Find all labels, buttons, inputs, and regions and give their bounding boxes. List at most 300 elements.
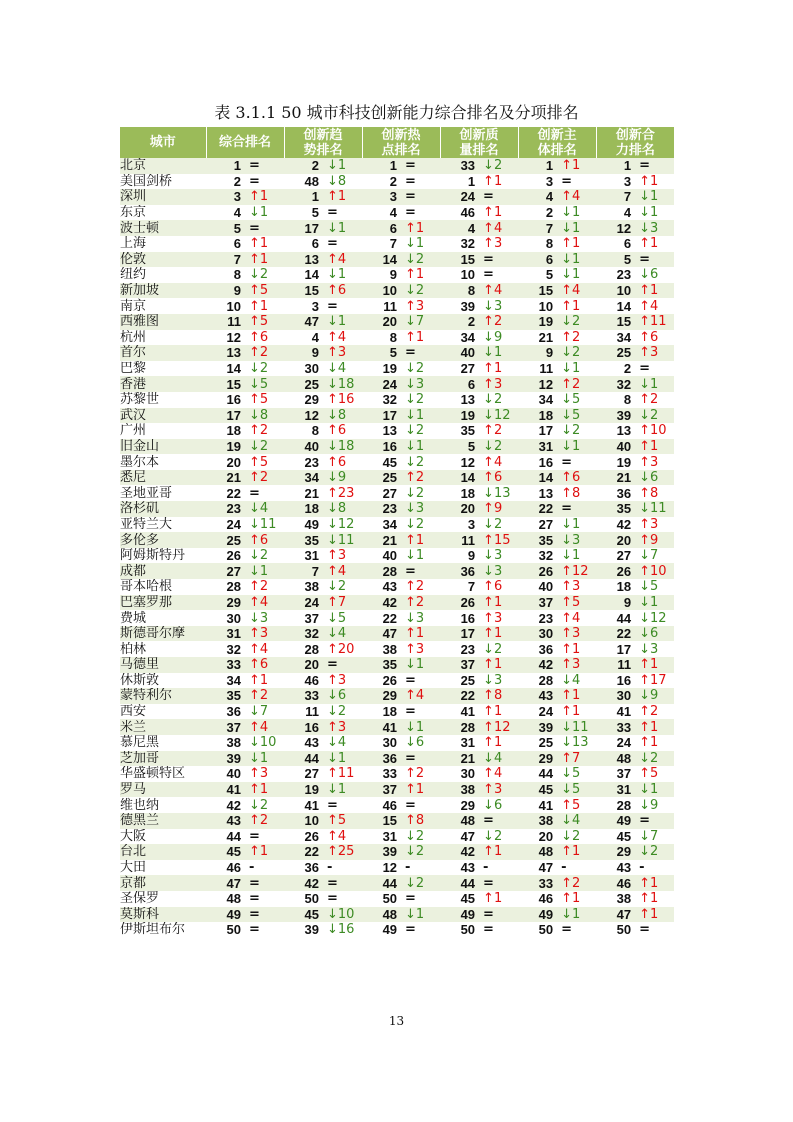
table-row [120, 844, 674, 860]
table-row [120, 392, 674, 408]
rank-change: ↓2 [478, 158, 518, 174]
rank-change: = [556, 922, 596, 938]
rank-change: ↑5 [244, 454, 284, 470]
table-row [120, 563, 674, 579]
rank-value: 43 [518, 688, 556, 704]
rank-change: ↑12 [478, 719, 518, 735]
rank-value: 39 [362, 844, 400, 860]
rank-change: ↓1 [400, 907, 440, 923]
rank-change: ↑4 [244, 719, 284, 735]
rank-value: 50 [596, 922, 634, 938]
table-row [120, 470, 674, 486]
rank-value: 25 [284, 376, 322, 392]
header-city: 城市 [120, 127, 206, 158]
rank-change: = [556, 501, 596, 517]
rank-change: ↓18 [322, 376, 362, 392]
rank-value: 18 [362, 704, 400, 720]
rank-value: 21 [596, 470, 634, 486]
rank-change: ↑6 [556, 470, 596, 486]
rank-change: ↓6 [634, 626, 674, 642]
rank-value: 17 [284, 220, 322, 236]
rank-change: = [400, 673, 440, 689]
rank-value: 33 [440, 158, 478, 174]
rank-change: ↑1 [634, 657, 674, 673]
rank-change: ↑6 [322, 423, 362, 439]
rank-change: = [478, 907, 518, 923]
rank-value: 24 [284, 595, 322, 611]
rank-value: 43 [362, 579, 400, 595]
rank-change: ↑1 [634, 907, 674, 923]
rank-value: 42 [284, 875, 322, 891]
rank-value: 16 [284, 719, 322, 735]
rank-change: ↑1 [556, 891, 596, 907]
city-name: 美国剑桥 [120, 174, 206, 190]
rank-value: 39 [518, 719, 556, 735]
rank-value: 6 [440, 376, 478, 392]
rank-value: 26 [362, 673, 400, 689]
rank-value: 42 [518, 657, 556, 673]
rank-change: = [244, 174, 284, 190]
rank-value: 27 [518, 517, 556, 533]
rank-change: ↑1 [400, 220, 440, 236]
rank-value: 34 [206, 673, 244, 689]
rank-value: 34 [440, 330, 478, 346]
rank-change: = [400, 891, 440, 907]
city-name: 杭州 [120, 330, 206, 346]
city-name: 波士顿 [120, 220, 206, 236]
rank-change: ↑1 [634, 439, 674, 455]
rank-change: ↑12 [556, 563, 596, 579]
rank-value: 36 [518, 641, 556, 657]
rank-value: 28 [362, 563, 400, 579]
city-name: 新加坡 [120, 283, 206, 299]
rank-value: 44 [362, 875, 400, 891]
rank-value: 3 [518, 174, 556, 190]
city-name: 德黑兰 [120, 813, 206, 829]
rank-value: 10 [596, 283, 634, 299]
table-row [120, 579, 674, 595]
rank-change: ↓1 [322, 782, 362, 798]
city-name: 悉尼 [120, 470, 206, 486]
table-row [120, 298, 674, 314]
rank-change: ↓1 [634, 189, 674, 205]
rank-value: 46 [284, 673, 322, 689]
rank-value: 11 [518, 361, 556, 377]
rank-change: ↓2 [400, 283, 440, 299]
table-row [120, 673, 674, 689]
rank-value: 11 [362, 298, 400, 314]
rank-value: 41 [596, 704, 634, 720]
rank-change: ↑2 [400, 766, 440, 782]
rank-change: ↑6 [322, 454, 362, 470]
city-name: 费城 [120, 610, 206, 626]
rank-change: ↑4 [244, 641, 284, 657]
rank-value: 41 [206, 782, 244, 798]
rank-value: 39 [284, 922, 322, 938]
rank-value: 31 [362, 829, 400, 845]
rank-value: 41 [440, 704, 478, 720]
rank-change: ↑1 [400, 532, 440, 548]
rank-change: ↓12 [634, 610, 674, 626]
rank-change: ↓1 [400, 719, 440, 735]
rank-change: ↓9 [322, 470, 362, 486]
rank-change: ↑6 [244, 532, 284, 548]
city-name: 旧金山 [120, 439, 206, 455]
rank-value: 5 [284, 205, 322, 221]
rank-change: ↑5 [634, 766, 674, 782]
rank-change: ↓4 [556, 673, 596, 689]
rank-change: ↑7 [322, 595, 362, 611]
rank-value: 22 [596, 626, 634, 642]
rank-change: ↑16 [322, 392, 362, 408]
rank-value: 13 [284, 252, 322, 268]
rank-value: 10 [362, 283, 400, 299]
table-row [120, 361, 674, 377]
rank-value: 32 [206, 641, 244, 657]
rank-change: ↓3 [400, 376, 440, 392]
rank-value: 31 [440, 735, 478, 751]
rank-value: 23 [206, 501, 244, 517]
rank-change: ↑4 [634, 298, 674, 314]
rank-value: 44 [284, 751, 322, 767]
city-name: 亚特兰大 [120, 517, 206, 533]
rank-change: ↑3 [322, 548, 362, 564]
rank-value: 37 [440, 657, 478, 673]
rank-value: 35 [206, 688, 244, 704]
rank-value: 24 [518, 704, 556, 720]
rank-value: 25 [440, 673, 478, 689]
rank-value: 25 [518, 735, 556, 751]
table-row [120, 688, 674, 704]
rank-change: = [478, 813, 518, 829]
rank-value: 4 [518, 189, 556, 205]
rank-change: ↓1 [322, 751, 362, 767]
rank-value: 6 [518, 252, 556, 268]
rank-change: ↓10 [244, 735, 284, 751]
rank-change: ↑4 [400, 688, 440, 704]
rank-change: ↓2 [400, 454, 440, 470]
rank-value: 8 [284, 423, 322, 439]
rank-value: 49 [440, 907, 478, 923]
rank-change: ↓1 [556, 252, 596, 268]
rank-change: ↑4 [478, 283, 518, 299]
table-row [120, 735, 674, 751]
rank-change: ↑1 [556, 688, 596, 704]
rank-value: 35 [284, 532, 322, 548]
rank-value: 20 [518, 829, 556, 845]
rank-change: ↑11 [634, 314, 674, 330]
rank-value: 17 [440, 626, 478, 642]
rank-change: - [244, 860, 284, 876]
rank-value: 3 [362, 189, 400, 205]
rank-change: ↓1 [556, 220, 596, 236]
rank-value: 46 [518, 891, 556, 907]
rank-change: ↓2 [400, 485, 440, 501]
rank-change: ↑2 [556, 376, 596, 392]
rank-value: 47 [284, 314, 322, 330]
rank-change: ↓13 [478, 485, 518, 501]
table-caption: 表 3.1.1 50 城市科技创新能力综合排名及分项排名 [214, 103, 579, 122]
rank-value: 2 [206, 174, 244, 190]
rank-change: ↓2 [634, 844, 674, 860]
table-row [120, 860, 674, 876]
rank-value: 38 [362, 641, 400, 657]
rank-change: ↑2 [244, 579, 284, 595]
city-name: 柏林 [120, 641, 206, 657]
rank-value: 22 [362, 610, 400, 626]
city-name: 米兰 [120, 719, 206, 735]
page-number: 13 [388, 1014, 405, 1028]
rank-value: 8 [518, 236, 556, 252]
rank-change: ↓2 [634, 408, 674, 424]
rank-change: ↓7 [634, 548, 674, 564]
rank-value: 42 [362, 595, 400, 611]
rank-value: 9 [284, 345, 322, 361]
rank-change: ↓6 [322, 688, 362, 704]
rank-change: = [244, 220, 284, 236]
rank-change: ↑2 [244, 345, 284, 361]
rank-change: ↑1 [244, 236, 284, 252]
rank-change: ↓5 [556, 392, 596, 408]
rank-change: = [322, 205, 362, 221]
rank-change: = [400, 205, 440, 221]
rank-value: 28 [284, 641, 322, 657]
rank-value: 47 [362, 626, 400, 642]
rank-value: 27 [596, 548, 634, 564]
rank-value: 4 [440, 220, 478, 236]
rank-change: ↑3 [322, 719, 362, 735]
rank-value: 45 [206, 844, 244, 860]
rank-value: 40 [362, 548, 400, 564]
rank-change: ↓5 [322, 610, 362, 626]
rank-change: ↓7 [634, 829, 674, 845]
rank-value: 33 [284, 688, 322, 704]
rank-change: ↓1 [244, 563, 284, 579]
city-name: 南京 [120, 298, 206, 314]
rank-change: - [478, 860, 518, 876]
rank-change: ↓2 [478, 517, 518, 533]
rank-value: 36 [284, 860, 322, 876]
rank-change: ↓2 [634, 751, 674, 767]
rank-value: 20 [362, 314, 400, 330]
rank-change: ↓1 [478, 345, 518, 361]
rank-change: = [322, 657, 362, 673]
rank-change: ↓8 [322, 408, 362, 424]
rank-change: ↑2 [634, 704, 674, 720]
table-row [120, 532, 674, 548]
rank-change: ↑1 [400, 626, 440, 642]
rank-change: = [244, 829, 284, 845]
rank-change: ↓3 [400, 610, 440, 626]
rank-change: ↑3 [478, 610, 518, 626]
rank-value: 26 [284, 829, 322, 845]
rank-change: ↓12 [478, 408, 518, 424]
rank-value: 29 [206, 595, 244, 611]
rank-value: 28 [206, 579, 244, 595]
rank-value: 19 [362, 361, 400, 377]
rank-value: 36 [362, 751, 400, 767]
rank-change: ↑1 [244, 252, 284, 268]
rank-value: 24 [206, 517, 244, 533]
rank-change: ↑1 [478, 626, 518, 642]
rank-change: = [244, 485, 284, 501]
rank-value: 2 [284, 158, 322, 174]
rank-value: 36 [596, 485, 634, 501]
rank-value: 12 [440, 454, 478, 470]
city-name: 阿姆斯特丹 [120, 548, 206, 564]
rank-change: ↑2 [244, 688, 284, 704]
rank-change: = [400, 797, 440, 813]
rank-change: - [400, 860, 440, 876]
rank-change: ↑1 [244, 844, 284, 860]
rank-change: ↓1 [556, 439, 596, 455]
rank-change: ↓2 [556, 423, 596, 439]
rank-change: ↓2 [322, 579, 362, 595]
rank-change: ↑20 [322, 641, 362, 657]
rank-change: ↓8 [244, 408, 284, 424]
rank-value: 49 [596, 813, 634, 829]
city-name: 京都 [120, 875, 206, 891]
rank-value: 42 [206, 797, 244, 813]
rank-value: 32 [440, 236, 478, 252]
rank-change: ↓1 [244, 205, 284, 221]
rank-value: 40 [440, 345, 478, 361]
rank-value: 13 [518, 485, 556, 501]
rank-change: = [478, 922, 518, 938]
rank-value: 39 [206, 751, 244, 767]
rank-value: 26 [206, 548, 244, 564]
rank-change: = [244, 907, 284, 923]
rank-value: 1 [284, 189, 322, 205]
rank-change: ↓9 [634, 797, 674, 813]
rank-change: ↓5 [244, 376, 284, 392]
rank-value: 8 [362, 330, 400, 346]
city-name: 上海 [120, 236, 206, 252]
rank-change: ↓10 [322, 907, 362, 923]
rank-change: ↓2 [400, 423, 440, 439]
city-name: 北京 [120, 158, 206, 174]
rank-change: ↑1 [478, 891, 518, 907]
rank-change: ↑5 [322, 813, 362, 829]
rank-value: 41 [518, 797, 556, 813]
rank-value: 32 [284, 626, 322, 642]
rank-value: 12 [596, 220, 634, 236]
rank-change: ↓5 [556, 782, 596, 798]
rank-value: 9 [206, 283, 244, 299]
rank-value: 47 [518, 860, 556, 876]
rank-value: 43 [284, 735, 322, 751]
table-header-row [120, 127, 674, 158]
rank-change: ↑9 [478, 501, 518, 517]
rank-value: 25 [362, 470, 400, 486]
rank-change: ↑6 [322, 283, 362, 299]
rank-change: ↓6 [400, 735, 440, 751]
rank-change: = [322, 236, 362, 252]
rank-value: 35 [518, 532, 556, 548]
rank-value: 14 [518, 470, 556, 486]
rank-change: ↑23 [322, 485, 362, 501]
rank-value: 14 [596, 298, 634, 314]
rank-change: ↑5 [244, 392, 284, 408]
rank-value: 20 [440, 501, 478, 517]
rank-value: 40 [206, 766, 244, 782]
rank-change: ↑6 [478, 470, 518, 486]
table-row [120, 345, 674, 361]
rank-change: = [400, 922, 440, 938]
table-row [120, 719, 674, 735]
rank-change: ↑2 [400, 470, 440, 486]
rank-value: 3 [206, 189, 244, 205]
rank-change: ↓3 [478, 298, 518, 314]
city-name: 香港 [120, 376, 206, 392]
rank-value: 34 [596, 330, 634, 346]
rank-value: 27 [362, 485, 400, 501]
city-name: 芝加哥 [120, 751, 206, 767]
rank-value: 8 [596, 392, 634, 408]
rank-change: ↑2 [244, 423, 284, 439]
table-row [120, 314, 674, 330]
city-name: 休斯敦 [120, 673, 206, 689]
rank-change: ↑3 [478, 376, 518, 392]
table-row [120, 782, 674, 798]
rank-value: 25 [596, 345, 634, 361]
city-name: 深圳 [120, 189, 206, 205]
rank-value: 7 [518, 220, 556, 236]
rank-value: 15 [440, 252, 478, 268]
rank-change: ↓1 [556, 361, 596, 377]
rank-value: 38 [518, 813, 556, 829]
rank-change: ↓16 [322, 922, 362, 938]
rank-value: 42 [596, 517, 634, 533]
rank-change: ↑3 [244, 766, 284, 782]
rank-value: 21 [518, 330, 556, 346]
rank-change: ↓2 [478, 392, 518, 408]
rank-change: ↑4 [322, 563, 362, 579]
rank-change: ↓9 [478, 330, 518, 346]
rank-value: 16 [440, 610, 478, 626]
rank-value: 38 [284, 579, 322, 595]
rank-value: 10 [518, 298, 556, 314]
rank-value: 24 [440, 189, 478, 205]
rank-value: 27 [284, 766, 322, 782]
rank-change: ↓1 [322, 314, 362, 330]
rank-value: 17 [206, 408, 244, 424]
rank-value: 44 [440, 875, 478, 891]
rank-change: ↑3 [244, 626, 284, 642]
rank-value: 30 [362, 735, 400, 751]
rank-value: 50 [284, 891, 322, 907]
rank-change: ↓6 [634, 267, 674, 283]
rank-value: 37 [362, 782, 400, 798]
rank-value: 33 [362, 766, 400, 782]
rank-change: ↑6 [478, 579, 518, 595]
rank-value: 26 [596, 563, 634, 579]
rank-change: ↓12 [322, 517, 362, 533]
rank-value: 1 [362, 158, 400, 174]
rank-change: ↑1 [244, 673, 284, 689]
rank-value: 9 [596, 595, 634, 611]
rank-value: 35 [440, 423, 478, 439]
rank-value: 47 [596, 907, 634, 923]
rank-value: 43 [206, 813, 244, 829]
city-name: 伊斯坦布尔 [120, 922, 206, 938]
rank-value: 5 [206, 220, 244, 236]
city-name: 慕尼黑 [120, 735, 206, 751]
rank-change: ↓1 [400, 236, 440, 252]
rank-value: 31 [284, 548, 322, 564]
rank-value: 7 [440, 579, 478, 595]
rank-change: = [244, 891, 284, 907]
